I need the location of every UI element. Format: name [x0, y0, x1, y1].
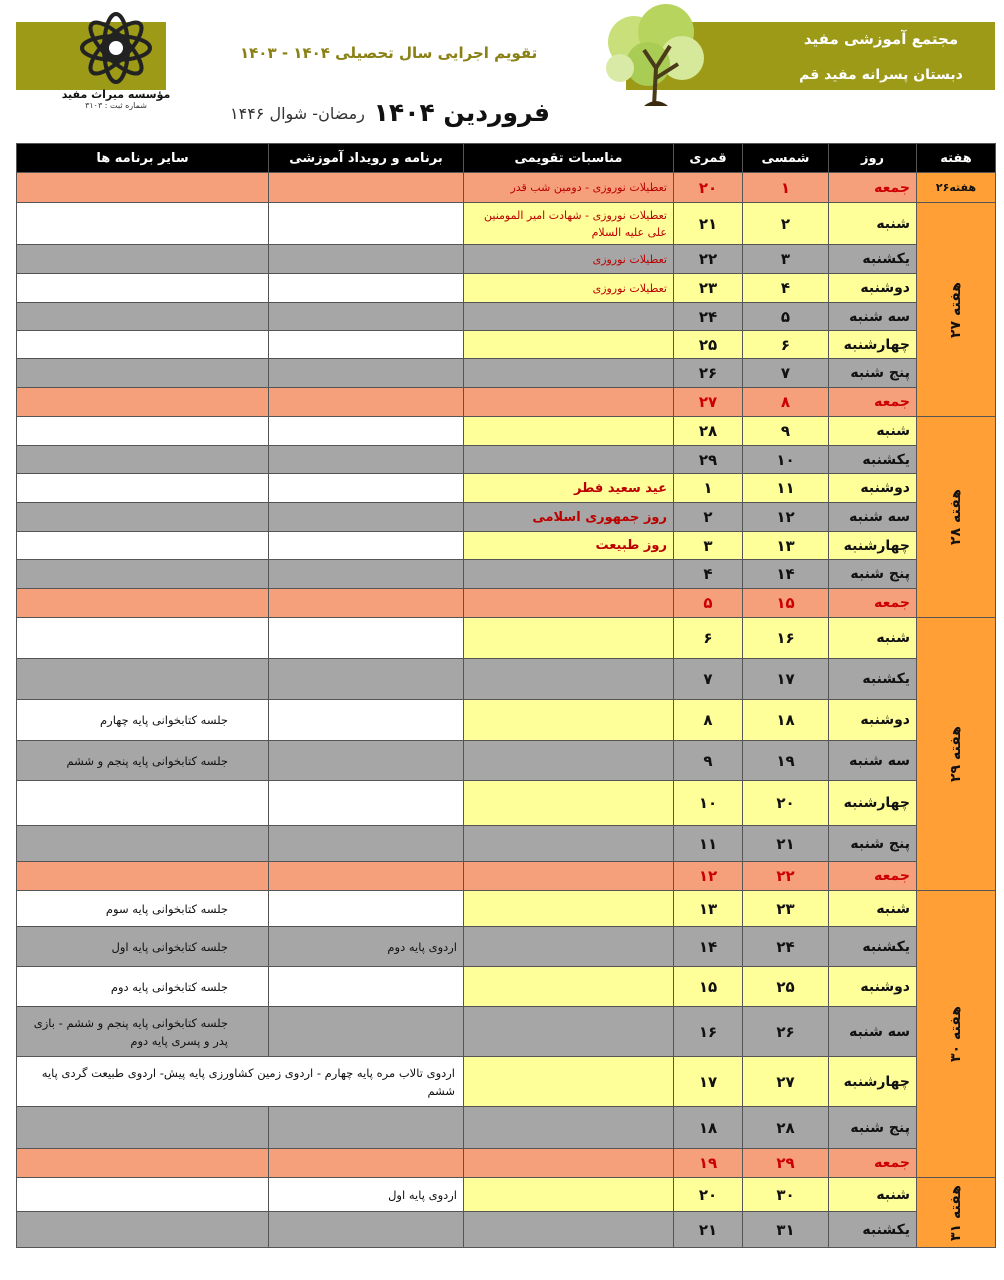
occasion-cell [464, 891, 674, 927]
other-program-cell [17, 618, 269, 659]
solar-date-cell: ۲۴ [743, 927, 829, 967]
other-program-cell [17, 1107, 269, 1149]
day-name-cell: یکشنبه [829, 245, 917, 274]
other-program-cell [17, 1178, 269, 1212]
solar-date-cell: ۲۹ [743, 1149, 829, 1178]
table-row [17, 388, 996, 417]
calendar-headline: تقویم اجرایی سال تحصیلی ۱۴۰۴ - ۱۴۰۳ [240, 44, 538, 62]
lunar-date-cell: ۱۲ [674, 862, 743, 891]
day-name-cell: جمعه [829, 1149, 917, 1178]
lunar-date-cell: ۲۲ [674, 245, 743, 274]
solar-date-cell: ۱۸ [743, 700, 829, 741]
occasion-cell [464, 303, 674, 331]
solar-date-cell: ۱۷ [743, 659, 829, 700]
occasion-cell [464, 359, 674, 388]
day-name-cell: سه شنبه [829, 1007, 917, 1057]
day-name-cell: یکشنبه [829, 446, 917, 474]
lunar-date-cell: ۲۹ [674, 446, 743, 474]
other-program-cell [17, 274, 269, 303]
other-program-cell [17, 862, 269, 891]
other-program-cell [17, 203, 269, 245]
other-program-cell [17, 826, 269, 862]
occasion-cell: تعطیلات نوروزی - دومین شب قدر [464, 173, 674, 203]
table-row [17, 1149, 996, 1178]
table-row [17, 1007, 996, 1057]
institute-logo [56, 10, 176, 110]
occasion-cell [464, 589, 674, 618]
program-cell [269, 503, 464, 532]
rosette-logo-icon [70, 10, 162, 86]
other-program-cell [17, 659, 269, 700]
lunar-date-cell: ۷ [674, 659, 743, 700]
other-program-cell [17, 245, 269, 274]
solar-date-cell: ۱۹ [743, 741, 829, 781]
tree-logo-icon [596, 2, 714, 108]
day-name-cell: جمعه [829, 173, 917, 203]
day-name-cell: دوشنبه [829, 474, 917, 503]
other-program-cell [17, 1212, 269, 1248]
table-row [17, 331, 996, 359]
table-row [17, 303, 996, 331]
week-label: هفته ۳۰ [948, 1006, 964, 1062]
other-program-cell [17, 359, 269, 388]
table-row [17, 891, 996, 927]
program-cell [269, 388, 464, 417]
week-label: هفته ۲۸ [948, 489, 964, 545]
table-row [17, 417, 996, 446]
day-name-cell: دوشنبه [829, 274, 917, 303]
other-program-cell [17, 173, 269, 203]
program-cell [269, 1149, 464, 1178]
table-row [17, 1178, 996, 1212]
solar-date-cell: ۲۱ [743, 826, 829, 862]
program-cell [269, 245, 464, 274]
program-cell [269, 474, 464, 503]
solar-date-cell: ۹ [743, 417, 829, 446]
solar-date-cell: ۳۰ [743, 1178, 829, 1212]
solar-date-cell: ۴ [743, 274, 829, 303]
lunar-date-cell: ۴ [674, 560, 743, 589]
col-solar: شمسی [743, 144, 829, 173]
week-label-cell [917, 891, 996, 1178]
program-cell [269, 700, 464, 741]
occasion-cell: روز جمهوری اسلامی [464, 503, 674, 532]
occasion-cell [464, 700, 674, 741]
week-label: هفته۲۶ [935, 181, 977, 194]
occasion-cell [464, 1178, 674, 1212]
day-name-cell: چهارشنبه [829, 532, 917, 560]
day-name-cell: دوشنبه [829, 967, 917, 1007]
program-cell [269, 891, 464, 927]
lunar-date-cell: ۲۸ [674, 417, 743, 446]
table-row [17, 927, 996, 967]
month-lunar: رمضان- شوال ۱۴۴۶ [230, 104, 365, 123]
occasion-cell [464, 1057, 674, 1107]
table-row [17, 560, 996, 589]
solar-date-cell: ۲ [743, 203, 829, 245]
program-cell [269, 560, 464, 589]
table-row [17, 659, 996, 700]
occasion-cell [464, 560, 674, 589]
other-program-cell [17, 417, 269, 446]
col-other: سایر برنامه ها [17, 144, 269, 173]
program-cell: اردوی پایه اول [269, 1178, 464, 1212]
occasion-cell [464, 659, 674, 700]
month-heading [230, 98, 550, 132]
lunar-date-cell: ۱۳ [674, 891, 743, 927]
occasion-cell: عید سعید فطر [464, 474, 674, 503]
other-program-cell: جلسه کتابخوانی پایه دوم [17, 967, 269, 1007]
solar-date-cell: ۲۸ [743, 1107, 829, 1149]
occasion-cell [464, 417, 674, 446]
solar-date-cell: ۲۶ [743, 1007, 829, 1057]
occasion-cell [464, 446, 674, 474]
program-cell: اردوی پایه دوم [269, 927, 464, 967]
other-program-cell [17, 474, 269, 503]
other-program-cell [17, 388, 269, 417]
lunar-date-cell: ۲۰ [674, 173, 743, 203]
occasion-cell [464, 1107, 674, 1149]
solar-date-cell: ۱۴ [743, 560, 829, 589]
lunar-date-cell: ۸ [674, 700, 743, 741]
day-name-cell: شنبه [829, 1178, 917, 1212]
table-row [17, 700, 996, 741]
day-name-cell: سه شنبه [829, 741, 917, 781]
table-row [17, 781, 996, 826]
table-row [17, 446, 996, 474]
other-program-cell [17, 331, 269, 359]
program-cell [269, 618, 464, 659]
program-cell [269, 741, 464, 781]
solar-date-cell: ۲۵ [743, 967, 829, 1007]
col-week: هفته [917, 144, 996, 173]
day-name-cell: شنبه [829, 417, 917, 446]
other-program-cell [17, 532, 269, 560]
program-cell [269, 1007, 464, 1057]
occasion-cell [464, 331, 674, 359]
day-name-cell: پنج شنبه [829, 1107, 917, 1149]
occasion-cell: روز طبیعت [464, 532, 674, 560]
month-title: فروردین ۱۴۰۴ [373, 98, 550, 127]
program-cell [269, 1212, 464, 1248]
solar-date-cell: ۳۱ [743, 1212, 829, 1248]
logo-name: مؤسسه میراث مفید [61, 88, 171, 101]
lunar-date-cell: ۲۱ [674, 203, 743, 245]
day-name-cell: چهارشنبه [829, 331, 917, 359]
day-name-cell: دوشنبه [829, 700, 917, 741]
lunar-date-cell: ۹ [674, 741, 743, 781]
other-program-cell [17, 503, 269, 532]
other-program-cell: جلسه کتابخوانی پایه سوم [17, 891, 269, 927]
occasion-cell [464, 1007, 674, 1057]
week-label-cell [917, 417, 996, 618]
week-label-cell [917, 173, 996, 203]
day-name-cell: سه شنبه [829, 503, 917, 532]
org-name [781, 28, 981, 86]
occasion-cell [464, 1212, 674, 1248]
table-row [17, 474, 996, 503]
occasion-cell [464, 781, 674, 826]
week-label-cell [917, 618, 996, 891]
solar-date-cell: ۲۲ [743, 862, 829, 891]
lunar-date-cell: ۲۰ [674, 1178, 743, 1212]
solar-date-cell: ۱ [743, 173, 829, 203]
occasion-cell: تعطیلات نوروزی [464, 274, 674, 303]
week-label: هفته ۳۱ [948, 1184, 964, 1241]
table-row [17, 826, 996, 862]
week-label-cell [917, 203, 996, 417]
lunar-date-cell: ۲۵ [674, 331, 743, 359]
other-program-cell: جلسه کتابخوانی پایه پنجم و ششم - بازی پدر و پسری پایه دوم [17, 1007, 269, 1057]
table-row [17, 862, 996, 891]
day-name-cell: جمعه [829, 388, 917, 417]
lunar-date-cell: ۲۳ [674, 274, 743, 303]
program-cell [269, 1107, 464, 1149]
table-row [17, 589, 996, 618]
other-program-cell [17, 446, 269, 474]
program-cell [269, 589, 464, 618]
lunar-date-cell: ۲۷ [674, 388, 743, 417]
week-label-cell [917, 1178, 996, 1248]
occasion-cell [464, 862, 674, 891]
program-cell [269, 781, 464, 826]
day-name-cell: یکشنبه [829, 659, 917, 700]
day-name-cell: پنج شنبه [829, 560, 917, 589]
solar-date-cell: ۱۲ [743, 503, 829, 532]
lunar-date-cell: ۲۴ [674, 303, 743, 331]
lunar-date-cell: ۵ [674, 589, 743, 618]
occasion-cell [464, 967, 674, 1007]
program-cell [269, 173, 464, 203]
day-name-cell: شنبه [829, 618, 917, 659]
solar-date-cell: ۸ [743, 388, 829, 417]
solar-date-cell: ۲۳ [743, 891, 829, 927]
occasion-cell [464, 1149, 674, 1178]
table-row [17, 503, 996, 532]
day-name-cell: شنبه [829, 891, 917, 927]
program-cell [269, 659, 464, 700]
solar-date-cell: ۷ [743, 359, 829, 388]
solar-date-cell: ۳ [743, 245, 829, 274]
day-name-cell: پنج شنبه [829, 826, 917, 862]
day-name-cell: جمعه [829, 589, 917, 618]
other-program-cell: جلسه کتابخوانی پایه چهارم [17, 700, 269, 741]
program-cell [269, 532, 464, 560]
solar-date-cell: ۲۰ [743, 781, 829, 826]
program-cell [269, 331, 464, 359]
table-row [17, 274, 996, 303]
day-name-cell: یکشنبه [829, 1212, 917, 1248]
day-name-cell: سه شنبه [829, 303, 917, 331]
lunar-date-cell: ۱۱ [674, 826, 743, 862]
occasion-cell [464, 741, 674, 781]
logo-registration: شماره ثبت : ۳۱۰۳ [85, 101, 147, 110]
solar-date-cell: ۶ [743, 331, 829, 359]
calendar-table [16, 143, 996, 1248]
table-header-row [17, 144, 996, 173]
solar-date-cell: ۱۵ [743, 589, 829, 618]
program-cell [269, 826, 464, 862]
program-cell [269, 203, 464, 245]
program-cell [269, 274, 464, 303]
table-row [17, 173, 996, 203]
program-cell [269, 967, 464, 1007]
day-name-cell: شنبه [829, 203, 917, 245]
lunar-date-cell: ۲۶ [674, 359, 743, 388]
occasion-cell [464, 618, 674, 659]
day-name-cell: جمعه [829, 862, 917, 891]
table-row [17, 359, 996, 388]
other-program-cell [17, 1149, 269, 1178]
occasion-cell [464, 927, 674, 967]
week-label: هفته ۲۷ [948, 281, 964, 338]
other-program-cell: جلسه کتابخوانی پایه اول [17, 927, 269, 967]
occasion-cell: تعطیلات نوروزی [464, 245, 674, 274]
occasion-cell: تعطیلات نوروزی - شهادت امیر المومنین علی علیه السلام [464, 203, 674, 245]
day-name-cell: یکشنبه [829, 927, 917, 967]
lunar-date-cell: ۱ [674, 474, 743, 503]
col-lunar: قمری [674, 144, 743, 173]
program-cell [269, 446, 464, 474]
lunar-date-cell: ۱۸ [674, 1107, 743, 1149]
col-occasions: مناسبات تقویمی [464, 144, 674, 173]
day-name-cell: چهارشنبه [829, 781, 917, 826]
lunar-date-cell: ۲۱ [674, 1212, 743, 1248]
table-row [17, 618, 996, 659]
other-program-cell [17, 589, 269, 618]
solar-date-cell: ۱۱ [743, 474, 829, 503]
other-program-cell [17, 781, 269, 826]
table-row [17, 245, 996, 274]
lunar-date-cell: ۱۴ [674, 927, 743, 967]
lunar-date-cell: ۶ [674, 618, 743, 659]
lunar-date-cell: ۱۷ [674, 1057, 743, 1107]
day-name-cell: چهارشنبه [829, 1057, 917, 1107]
table-row [17, 1212, 996, 1248]
occasion-cell [464, 826, 674, 862]
org-line2: دبستان پسرانه مفید قم [799, 67, 963, 83]
program-cell [269, 303, 464, 331]
other-program-cell [17, 303, 269, 331]
occasion-cell [464, 388, 674, 417]
lunar-date-cell: ۱۰ [674, 781, 743, 826]
table-row [17, 1057, 996, 1107]
org-line1: مجتمع آموزشی مفید [803, 30, 959, 48]
lunar-date-cell: ۱۵ [674, 967, 743, 1007]
other-program-cell: اردوی تالاب مره پایه چهارم - اردوی زمین کشاورزی پایه پیش- اردوی طبیعت گردی پایه ششم [17, 1057, 464, 1107]
lunar-date-cell: ۱۹ [674, 1149, 743, 1178]
lunar-date-cell: ۳ [674, 532, 743, 560]
solar-date-cell: ۱۰ [743, 446, 829, 474]
program-cell [269, 359, 464, 388]
lunar-date-cell: ۱۶ [674, 1007, 743, 1057]
solar-date-cell: ۱۳ [743, 532, 829, 560]
lunar-date-cell: ۲ [674, 503, 743, 532]
program-cell [269, 417, 464, 446]
week-label: هفته ۲۹ [948, 726, 964, 782]
table-row [17, 1107, 996, 1149]
table-row [17, 532, 996, 560]
table-row [17, 967, 996, 1007]
solar-date-cell: ۱۶ [743, 618, 829, 659]
table-row [17, 741, 996, 781]
other-program-cell [17, 560, 269, 589]
col-program: برنامه و رویداد آموزشی [269, 144, 464, 173]
solar-date-cell: ۲۷ [743, 1057, 829, 1107]
day-name-cell: پنج شنبه [829, 359, 917, 388]
solar-date-cell: ۵ [743, 303, 829, 331]
other-program-cell: جلسه کتابخوانی پایه پنجم و ششم [17, 741, 269, 781]
table-row [17, 203, 996, 245]
program-cell [269, 862, 464, 891]
col-day: روز [829, 144, 917, 173]
